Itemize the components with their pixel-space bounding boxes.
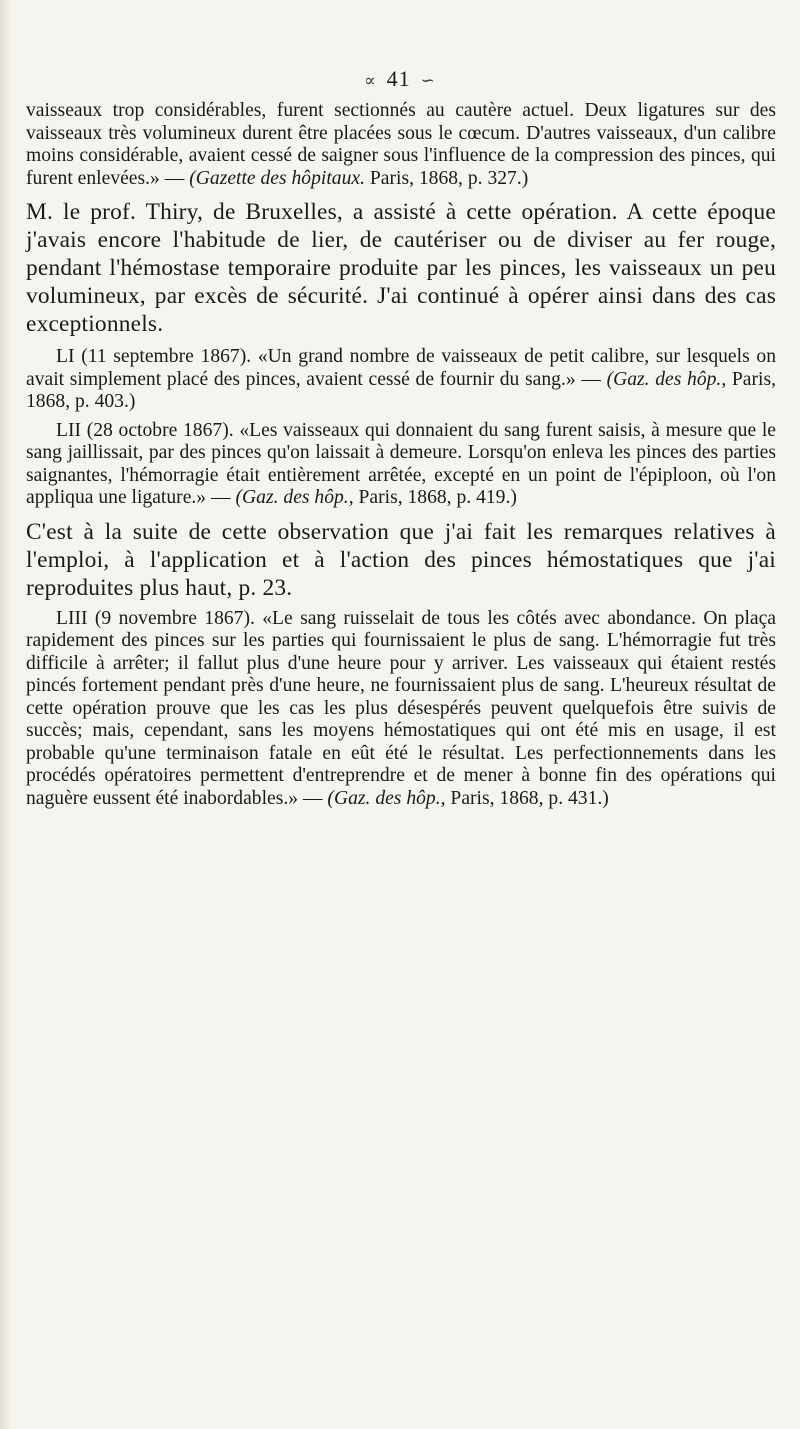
citation: (Gazette des hôpitaux. [189, 167, 365, 189]
paragraph-case-liii: LIII (9 novembre 1867). «Le sang ruisselait de tous les côtés avec abondance. On plaça rapidement des pinces sur les parties qui fournissaient le plus de sang. L'hémorragie fut très difficile à arrêter; il fallut plus d'une heure pour y arriver. Les vaisseaux qui étaient restés pincés fortement pendant près d'une heure, ne fournissaient plus de sang. L'heureux résultat de cette opération prouve que les cas les plus désespérés peuvent quelquefois être suivis de succès; mais, cependant, sans les moyens hémostatiques qui ont été mis en usage, il est probable qu'une terminaison fatale en eût été le résultat. Les perfectionnements dans les procédés opératoires permettent d'entreprendre et de mener à bonne fin des opérations qui naguère eussent été inabordables.» — (Gaz. des hôp., Paris, 1868, p. 431.) [26, 607, 776, 809]
citation: (Gaz. des hôp., [235, 487, 354, 508]
paragraph-quote-continued: vaisseaux trop considérables, furent sectionnés au cautère actuel. Deux ligatures sur des vaisseaux très volumineux durent être placées sous le cœcum. D'autres vaisseaux, d'un calibre moins considérable, avaient cessé de saigner sous l'influence de la compression des pinces, qui furent enlevées.» — (Gazette des hôpitaux. Paris, 1868, p. 327.) [26, 100, 776, 189]
page-number: 41 [386, 66, 411, 91]
paragraph-case-li: LI (11 septembre 1867). «Un grand nombre de vaisseaux de petit calibre, sur lesquels on avait simplement placé des pinces, avaient cessé de fournir du sang.» — (Gaz. des hôp., Paris, 1868, p. 403.) [26, 346, 776, 412]
paragraph-case-lii: LII (28 octobre 1867). «Les vaisseaux qui donnaient du sang furent saisis, à mesure que le sang jaillissait, par des pinces qu'on laissait à demeure. Lorsqu'on enleva les pinces des parties saignantes, l'hémorragie était entièrement arrêtée, excepté en un point de l'épiploon, où l'on appliqua une ligature.» — (Gaz. des hôp., Paris, 1868, p. 419.) [26, 419, 776, 508]
paragraph-thiry: M. le prof. Thiry, de Bruxelles, a assisté à cette opération. A cette époque j'avais encore l'habitude de lier, de cautériser ou de diviser au fer rouge, pendant l'hémostase temporaire produite par les pinces, les vaisseaux un peu volumineux, par excès de sécurité. J'ai continué à opérer ainsi dans des cas exceptionnels. [26, 199, 776, 337]
page-edge-shadow [0, 0, 12, 1429]
paragraph-remarks: C'est à la suite de cette observation que j'ai fait les remarques relatives à l'emploi, à l'application et à l'action des pinces hémostatiques que j'ai reproduites plus haut, p. 23. [26, 518, 776, 601]
citation: (Gaz. des hôp., [606, 368, 727, 390]
ornament-right-icon: ∽ [420, 71, 436, 90]
page-header [0, 66, 800, 92]
citation: (Gaz. des hôp., [327, 787, 446, 809]
page-body [26, 100, 776, 810]
ornament-left-icon: ∝ [364, 71, 377, 90]
